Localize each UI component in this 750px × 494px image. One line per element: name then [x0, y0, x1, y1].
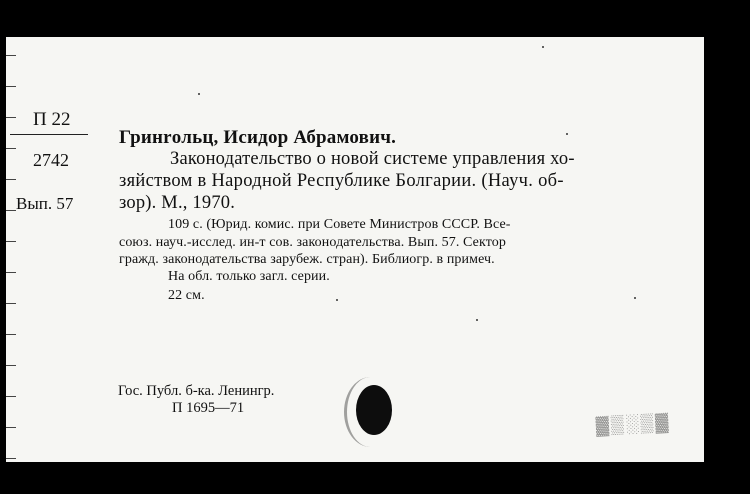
speck	[198, 93, 200, 95]
order-number: П 1695—71	[172, 400, 245, 416]
faded-stamp: ▓▒░▒▓	[595, 411, 671, 436]
description-line: гражд. законодательства зарубеж. стран). Библиогр. в примеч.	[119, 252, 495, 267]
author-heading: Гринrольц, Исидор Абрамович.	[119, 127, 397, 148]
speck	[634, 297, 636, 299]
cover-note: На обл. только загл. серии.	[168, 269, 330, 284]
title-line: Законодательство о новой системе управления хо-	[170, 149, 575, 169]
description-line: союз. науч.-исслед. ин-т сов. законодательства. Вып. 57. Сектор	[119, 235, 506, 250]
title-line: зор). М., 1970.	[119, 193, 236, 213]
catalog-card	[6, 37, 704, 462]
shelf-mark-rule	[10, 134, 88, 135]
shelf-mark: П 22	[33, 109, 71, 130]
size-note: 22 см.	[168, 288, 205, 303]
call-number: 2742	[33, 150, 69, 170]
punch-hole	[356, 385, 392, 435]
description-line: 109 с. (Юрид. комис. при Совете Министров СССР. Все-	[168, 217, 511, 232]
library-name: Гос. Публ. б-ка. Ленингр.	[118, 383, 275, 399]
speck	[542, 46, 544, 48]
card-edge-marks	[6, 37, 16, 462]
title-line: зяйством в Народной Республике Болгарии. (Науч. об-	[119, 171, 564, 191]
speck	[566, 133, 568, 135]
issue-number: Вып. 57	[16, 194, 74, 213]
speck	[336, 299, 338, 301]
speck	[476, 319, 478, 321]
